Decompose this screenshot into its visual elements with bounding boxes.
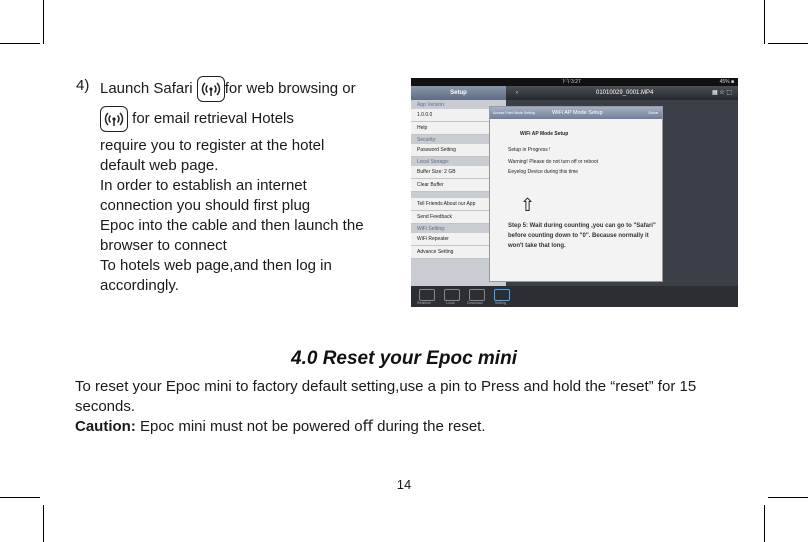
dialog-header — [490, 107, 662, 119]
progress-text: Setup in Progress ! — [508, 147, 551, 153]
dock-label: Download — [467, 301, 483, 305]
bottom-dock — [411, 286, 738, 307]
settings-header: Setup — [411, 86, 506, 100]
section-label: App Version: — [417, 102, 446, 108]
password-setting-cell[interactable]: Password Setting — [411, 144, 506, 157]
section-label: Security: — [417, 137, 437, 143]
page-number: 14 — [396, 477, 412, 492]
wifi-icon — [100, 106, 128, 132]
crop-mark — [764, 0, 765, 44]
dialog-done-button[interactable]: Done — [648, 110, 658, 115]
caution-text: Epoc mini must not be powered oﬀ during the reset. — [135, 418, 486, 435]
step-line: In order to establish an internet — [100, 177, 307, 194]
step-number: 4) — [76, 77, 90, 94]
local-icon[interactable] — [444, 289, 460, 301]
crop-mark — [43, 505, 44, 542]
help-cell[interactable]: Help — [411, 122, 506, 135]
step-text: for web browsing or — [224, 79, 356, 97]
step-line: connection you should ﬁrst plug — [100, 197, 311, 214]
step-line — [100, 76, 356, 102]
crop-mark — [768, 497, 808, 498]
toolbar-icons[interactable]: ▦ ☆ ⬚ — [711, 90, 732, 96]
step-line: default web page. — [100, 157, 219, 174]
step-line: browser to connect — [100, 237, 227, 254]
crop-mark — [764, 505, 765, 542]
ap-mode-dialog — [489, 106, 663, 282]
wifi-icon — [197, 76, 225, 102]
section-label: Local Storage: — [417, 159, 450, 165]
step-line: accordingly. — [100, 277, 179, 294]
step-text: for email retrieval Hotels — [132, 109, 294, 127]
crop-mark — [43, 0, 44, 44]
body-line: seconds. — [75, 398, 136, 415]
warning-text: Eeyelog Device during this time — [508, 169, 579, 175]
status-bar — [411, 78, 738, 86]
step-line — [100, 106, 294, 132]
step-line: To hotels web page,and then log in — [100, 257, 332, 274]
dialog-title: WiFi AP Mode Setup — [552, 110, 603, 116]
dock-label: Setting — [495, 301, 506, 305]
step5-text: Step 5: Wait during counting ,you can go to "Safari" before counting down to "0". Because normally it won't take that long. — [508, 223, 656, 249]
wifi-repeater-cell[interactable]: WiFi Repeater — [411, 233, 506, 246]
step-line: Epoc into the cable and then launch the — [100, 217, 364, 234]
version-cell: 1.0.0.0 — [411, 109, 506, 122]
crop-mark — [0, 497, 40, 498]
body-line: To reset your Epoc mini to factory default setting,use a pin to Press and hold the “reset” for 15 — [75, 378, 697, 395]
battery-indicator: 45% ■ — [719, 79, 734, 85]
advance-setting-cell[interactable]: Advance Setting — [411, 246, 506, 259]
caution-line — [75, 417, 745, 437]
back-arrow-icon[interactable]: ‹ — [516, 90, 518, 96]
send-feedback-cell[interactable]: Send Feedback — [411, 211, 506, 224]
step-line: require you to register at the hotel — [100, 137, 325, 154]
section-title: 4.0 Reset your Epoc mini — [291, 348, 517, 369]
section-label: WiFi Setting: — [417, 226, 446, 232]
buffer-size-cell[interactable]: Buffer Size: 2 GB — [411, 166, 506, 179]
step-text: Launch Safari — [100, 79, 193, 97]
realtime-icon[interactable] — [419, 289, 435, 301]
setting-icon[interactable] — [494, 289, 510, 301]
caution-label: Caution: — [75, 418, 136, 435]
dialog-back-button[interactable]: Access Point Mode Setting — [493, 111, 535, 115]
app-screenshot — [411, 78, 738, 307]
status-time: 下午3:27 — [561, 79, 581, 85]
tell-friends-cell[interactable]: Tell Friends About our App — [411, 198, 506, 211]
detail-toolbar — [506, 86, 738, 100]
dialog-heading: WiFi AP Mode Setup — [520, 131, 569, 137]
dock-label: Local — [446, 301, 455, 305]
file-title: 01010029_0001.MP4 — [596, 90, 654, 96]
clear-buffer-cell[interactable]: Clear Buffer — [411, 179, 506, 192]
up-arrow-icon: ⇧ — [520, 195, 536, 215]
dock-label: Realtime — [417, 301, 431, 305]
download-icon[interactable] — [469, 289, 485, 301]
crop-mark — [0, 43, 40, 44]
crop-mark — [768, 43, 808, 44]
warning-text: Warning! Please do not turn off or reboot — [508, 159, 599, 165]
